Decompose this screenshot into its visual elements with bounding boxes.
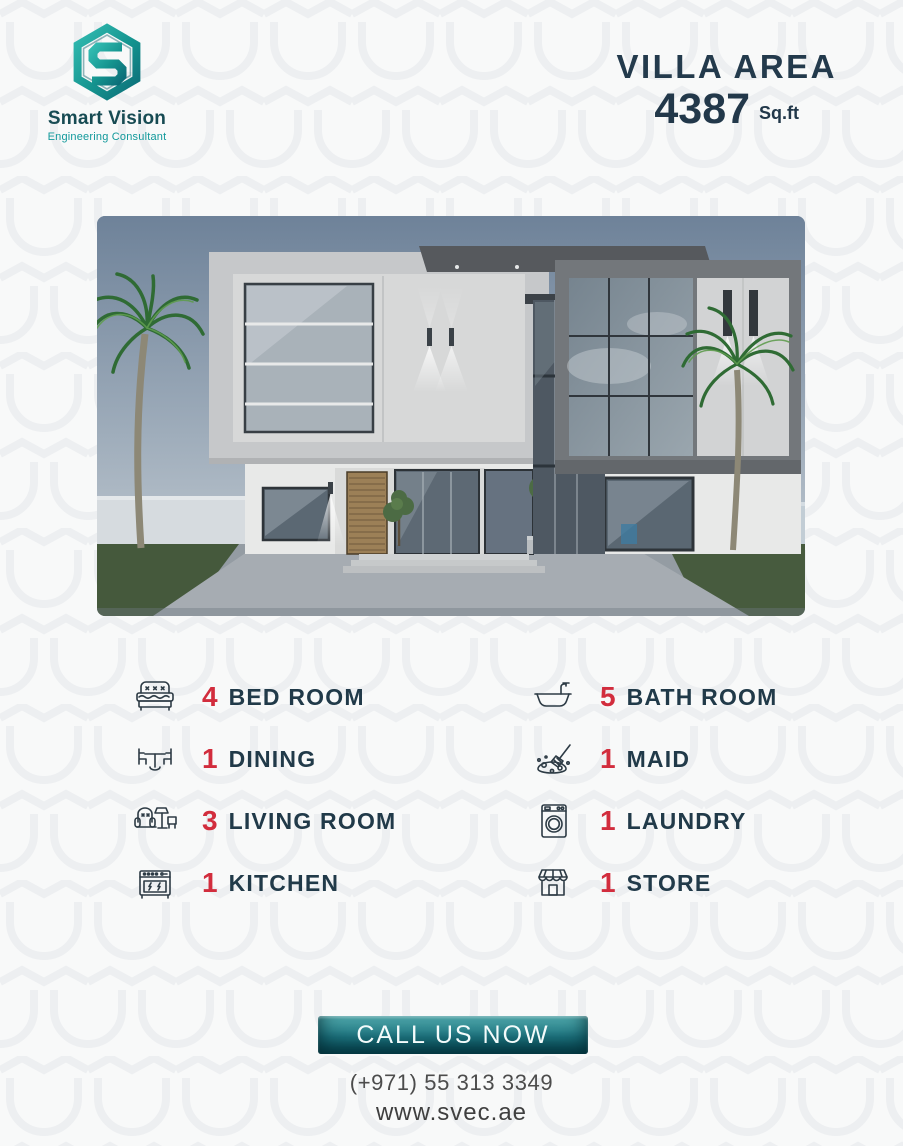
feature-count: 1 (600, 805, 616, 836)
feature-bedroom (130, 677, 528, 717)
feature-laundry (528, 801, 820, 841)
dining-table-icon (130, 739, 180, 779)
feature-label: BATH ROOM (626, 683, 778, 710)
feature-count: 1 (202, 867, 218, 898)
washing-machine-icon (528, 801, 578, 841)
brand-name: Smart Vision (47, 108, 167, 129)
feature-label: MAID (626, 745, 691, 772)
feature-count: 1 (600, 743, 616, 774)
feature-maid (528, 739, 820, 779)
feature-label: LAUNDRY (626, 807, 747, 834)
cleaning-brush-icon (528, 739, 578, 779)
contact-block (0, 1070, 903, 1127)
villa-area-unit: Sq.ft (759, 103, 800, 123)
feature-dining (130, 739, 528, 779)
feature-livingroom (130, 801, 528, 841)
armchair-lamp-icon (130, 801, 180, 841)
feature-count: 1 (600, 867, 616, 898)
brand-tagline: Engineering Consultant (47, 131, 167, 143)
website-url: www.svec.ae (375, 1099, 528, 1126)
feature-bathroom (528, 677, 820, 717)
feature-label: LIVING ROOM (228, 807, 397, 834)
villa-area-value: 4387 (654, 85, 751, 133)
feature-label: BED ROOM (228, 683, 365, 710)
feature-count: 5 (600, 681, 616, 712)
storefront-icon (528, 863, 578, 903)
bathtub-icon (528, 677, 578, 717)
bed-icon (130, 677, 180, 717)
feature-label: STORE (626, 869, 712, 896)
phone-number: (+971) 55 313 3349 (349, 1070, 554, 1095)
feature-label: KITCHEN (228, 869, 340, 896)
villa-area-label: VILLA AREA (616, 48, 837, 85)
hexagon-s-logo-icon (61, 22, 153, 106)
villa-photo (97, 216, 805, 616)
feature-kitchen (130, 863, 528, 903)
feature-count: 3 (202, 805, 218, 836)
feature-count: 1 (202, 743, 218, 774)
call-us-now-button[interactable]: CALL US NOW (318, 1016, 588, 1054)
feature-store (528, 863, 820, 903)
stove-icon (130, 863, 180, 903)
villa-area-block (616, 48, 837, 131)
brand-logo (42, 22, 172, 143)
feature-label: DINING (228, 745, 317, 772)
feature-count: 4 (202, 681, 218, 712)
features-grid (130, 666, 820, 914)
